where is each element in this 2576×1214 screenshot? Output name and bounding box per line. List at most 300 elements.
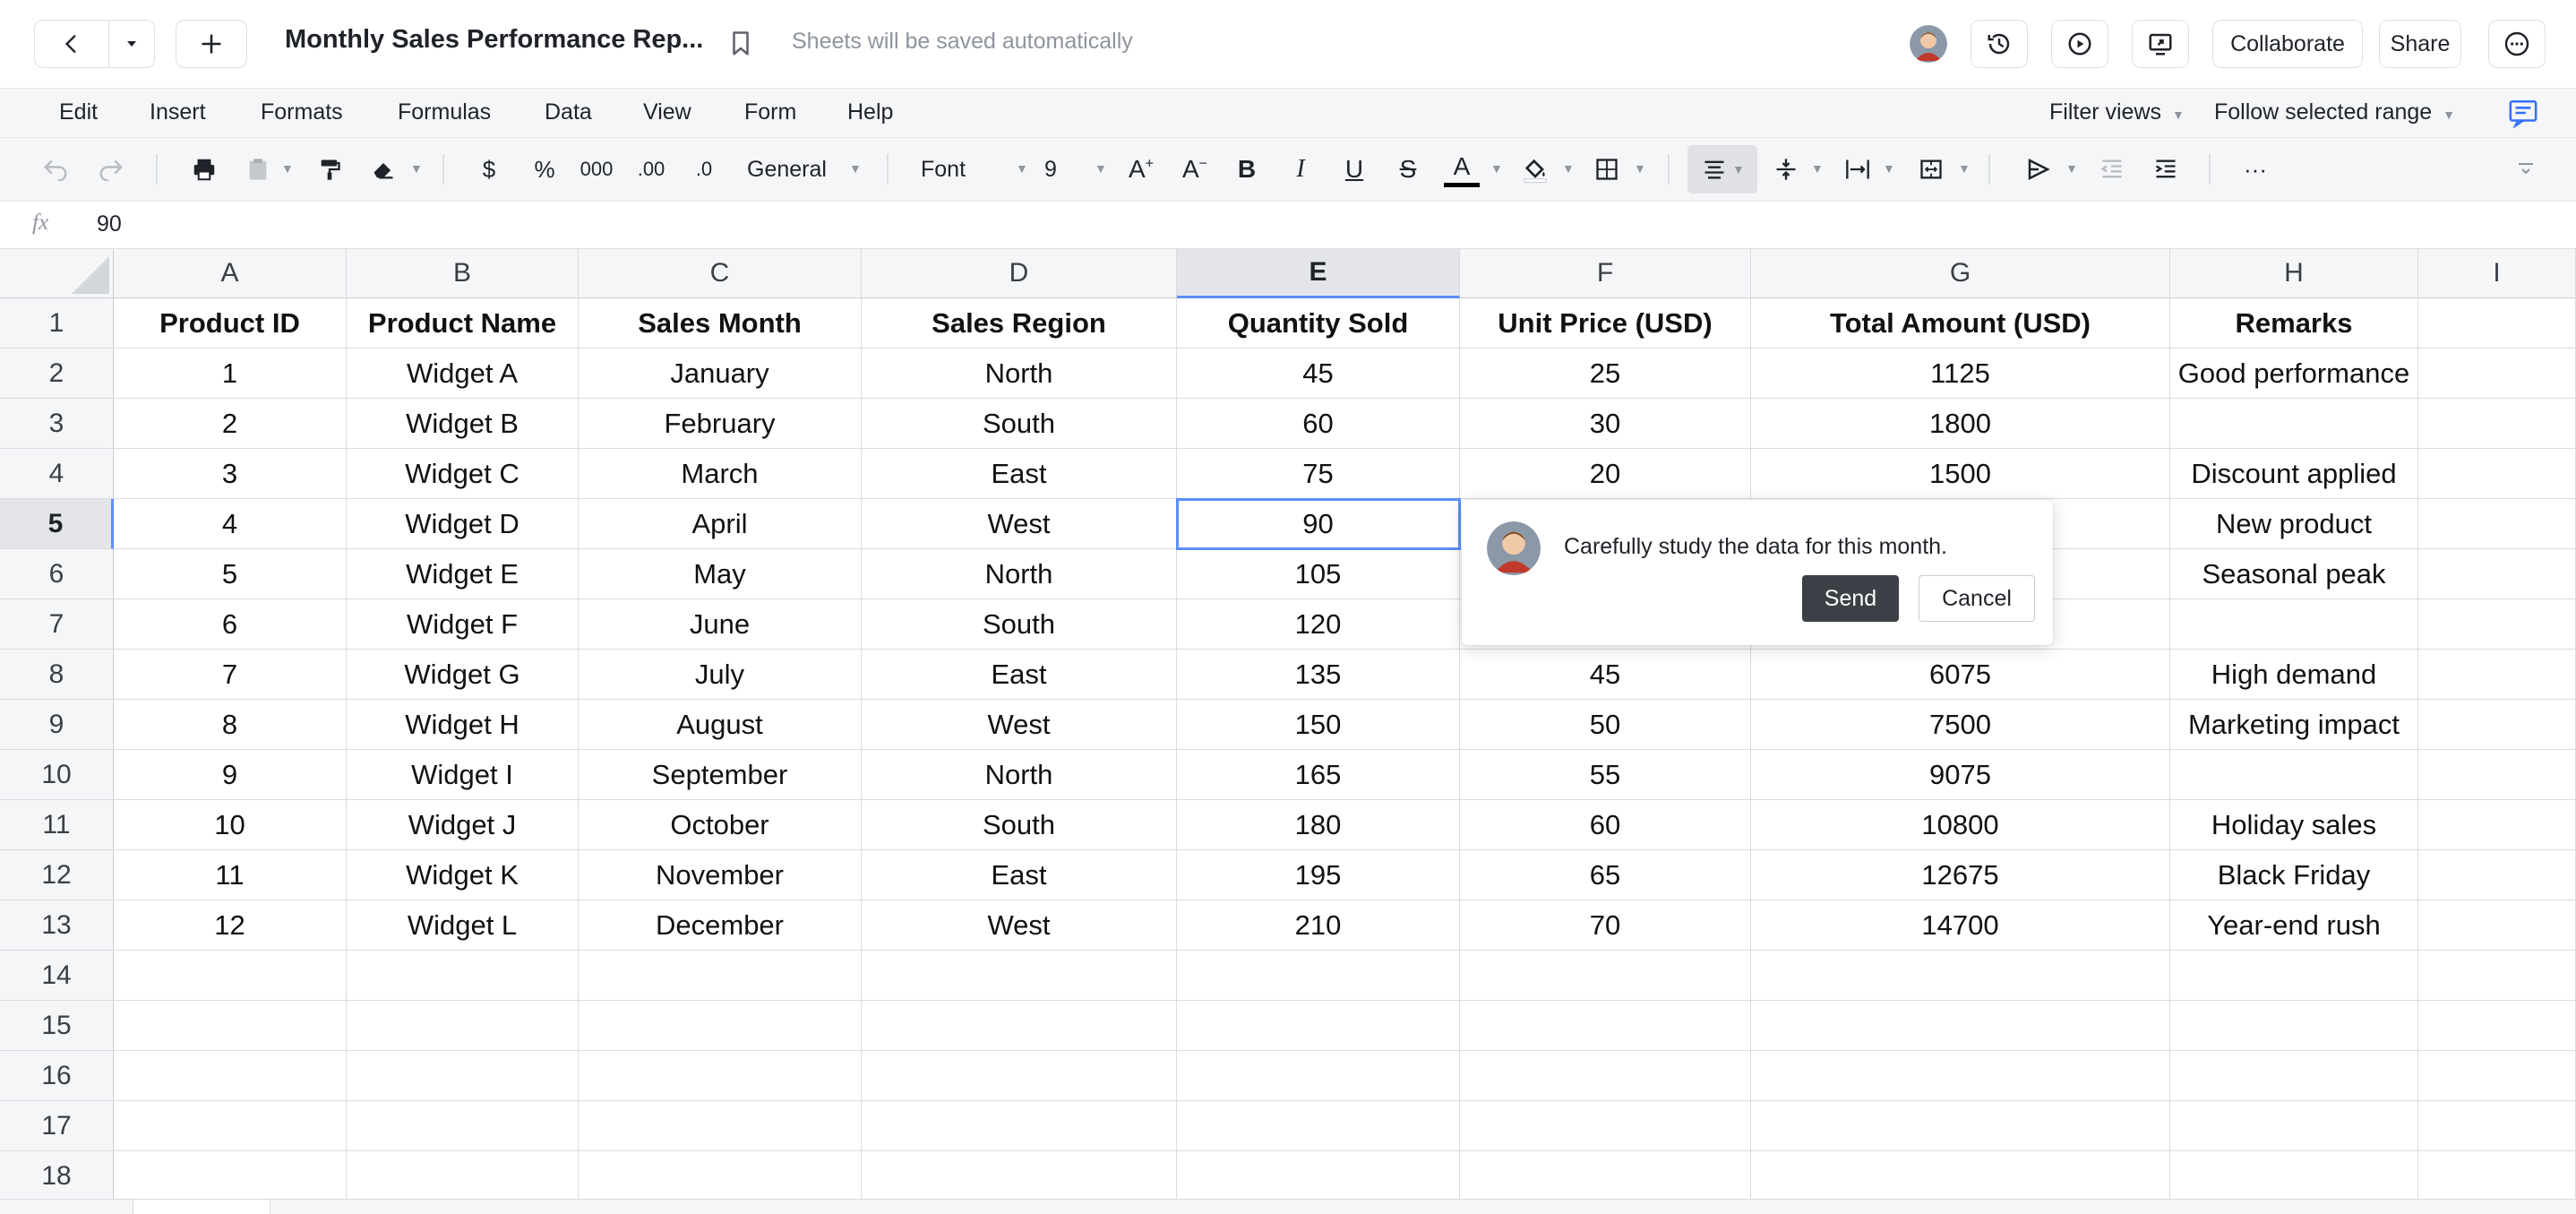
cell-i12[interactable] bbox=[2418, 850, 2576, 900]
printer-icon bbox=[191, 156, 218, 183]
toolbar-divider bbox=[2209, 154, 2211, 185]
cell-e10[interactable]: 165 bbox=[1177, 750, 1460, 800]
row-header-10[interactable]: 10 bbox=[0, 750, 114, 800]
cell-h8[interactable]: High demand bbox=[2170, 650, 2418, 700]
column-header-g[interactable]: G bbox=[1751, 249, 2170, 298]
column-header-f[interactable]: F bbox=[1460, 249, 1751, 298]
cell-i10[interactable] bbox=[2418, 750, 2576, 800]
outdent-icon bbox=[2099, 158, 2125, 181]
cell-d12[interactable]: East bbox=[862, 850, 1177, 900]
cell-g10[interactable]: 9075 bbox=[1751, 750, 2170, 800]
cell-e9[interactable]: 150 bbox=[1177, 700, 1460, 750]
cell-c3[interactable]: February bbox=[579, 399, 862, 449]
cell-g2[interactable]: 1125 bbox=[1751, 349, 2170, 399]
cell-c18[interactable] bbox=[579, 1151, 862, 1201]
cell-i1[interactable] bbox=[2418, 298, 2576, 349]
cell-h12[interactable]: Black Friday bbox=[2170, 850, 2418, 900]
font-size-select[interactable] bbox=[1044, 151, 1080, 188]
cell-i4[interactable] bbox=[2418, 449, 2576, 499]
row-header-8[interactable]: 8 bbox=[0, 650, 114, 700]
cell-i18[interactable] bbox=[2418, 1151, 2576, 1201]
cell-c4[interactable]: March bbox=[579, 449, 862, 499]
number-format-select[interactable] bbox=[747, 151, 846, 188]
cell-b18[interactable] bbox=[347, 1151, 579, 1201]
share-screen-button[interactable] bbox=[2132, 20, 2189, 68]
cell-a15[interactable] bbox=[114, 1001, 347, 1051]
cell-a9[interactable]: 8 bbox=[114, 700, 347, 750]
clear-format-button[interactable] bbox=[365, 151, 401, 188]
cell-b12[interactable]: Widget K bbox=[347, 850, 579, 900]
row-header-9[interactable]: 9 bbox=[0, 700, 114, 750]
cell-f18[interactable] bbox=[1460, 1151, 1751, 1201]
corner-triangle-icon bbox=[72, 256, 109, 294]
caret-down-icon: ▼ bbox=[1490, 161, 1503, 176]
toolbar-divider bbox=[1668, 154, 1670, 185]
cell-h4[interactable]: Discount applied bbox=[2170, 449, 2418, 499]
cell-f1[interactable]: Unit Price (USD) bbox=[1460, 298, 1751, 349]
cell-b17[interactable] bbox=[347, 1101, 579, 1151]
cell-d16[interactable] bbox=[862, 1051, 1177, 1101]
cell-g4[interactable]: 1500 bbox=[1751, 449, 2170, 499]
increase-indent-button[interactable] bbox=[2148, 151, 2184, 188]
cell-i14[interactable] bbox=[2418, 951, 2576, 1001]
cell-b16[interactable] bbox=[347, 1051, 579, 1101]
font-family-value: Font bbox=[921, 156, 966, 182]
increase-font-size-button[interactable] bbox=[1123, 151, 1159, 188]
cell-h13[interactable]: Year-end rush bbox=[2170, 900, 2418, 951]
menu-help[interactable]: Help bbox=[847, 99, 894, 125]
column-header-a[interactable]: A bbox=[114, 249, 347, 298]
vertical-align-button[interactable] bbox=[1768, 151, 1804, 188]
screen-share-icon bbox=[2147, 30, 2174, 57]
indent-icon bbox=[2153, 158, 2178, 181]
increase-decimal-button[interactable]: .00 bbox=[637, 158, 665, 180]
cell-d18[interactable] bbox=[862, 1151, 1177, 1201]
column-header-h[interactable]: H bbox=[2170, 249, 2418, 298]
more-options-button[interactable] bbox=[2488, 20, 2546, 68]
paint-bucket-icon bbox=[1521, 155, 1550, 184]
row-header-7[interactable]: 7 bbox=[0, 599, 114, 650]
text-wrap-button[interactable] bbox=[1840, 151, 1876, 188]
caret-down-icon: ▼ bbox=[2443, 108, 2456, 122]
document-title[interactable]: Monthly Sales Performance Rep... bbox=[285, 25, 704, 54]
cell-e16[interactable] bbox=[1177, 1051, 1460, 1101]
increase-font-icon: A+ bbox=[1128, 155, 1155, 183]
cell-b6[interactable]: Widget E bbox=[347, 549, 579, 599]
history-dropdown-button[interactable] bbox=[108, 20, 155, 68]
cell-h18[interactable] bbox=[2170, 1151, 2418, 1201]
cell-e2[interactable]: 45 bbox=[1177, 349, 1460, 399]
menu-bar bbox=[0, 89, 2576, 138]
new-button[interactable] bbox=[176, 20, 247, 68]
formula-bar bbox=[0, 202, 2576, 249]
present-button[interactable] bbox=[2051, 20, 2108, 68]
collapse-toolbar-button[interactable] bbox=[2508, 151, 2544, 188]
cell-h5[interactable]: New product bbox=[2170, 499, 2418, 549]
row-header-15[interactable]: 15 bbox=[0, 1001, 114, 1051]
cell-b14[interactable] bbox=[347, 951, 579, 1001]
cell-c16[interactable] bbox=[579, 1051, 862, 1101]
cell-f2[interactable]: 25 bbox=[1460, 349, 1751, 399]
cell-b9[interactable]: Widget H bbox=[347, 700, 579, 750]
undo-button[interactable] bbox=[38, 151, 73, 188]
cell-f14[interactable] bbox=[1460, 951, 1751, 1001]
cell-d13[interactable]: West bbox=[862, 900, 1177, 951]
thousands-separator-button[interactable]: 000 bbox=[580, 158, 614, 180]
cell-f8[interactable]: 45 bbox=[1460, 650, 1751, 700]
cell-a6[interactable]: 5 bbox=[114, 549, 347, 599]
cell-h10[interactable] bbox=[2170, 750, 2418, 800]
select-all-corner[interactable] bbox=[0, 249, 114, 298]
cell-g1[interactable]: Total Amount (USD) bbox=[1751, 298, 2170, 349]
cell-a7[interactable]: 6 bbox=[114, 599, 347, 650]
column-header-e[interactable]: E bbox=[1177, 249, 1460, 298]
text-rotate-icon bbox=[2024, 156, 2053, 183]
cell-g15[interactable] bbox=[1751, 1001, 2170, 1051]
user-avatar[interactable] bbox=[1910, 25, 1947, 63]
row-header-2[interactable]: 2 bbox=[0, 349, 114, 399]
cell-i15[interactable] bbox=[2418, 1001, 2576, 1051]
cell-c10[interactable]: September bbox=[579, 750, 862, 800]
vertical-align-middle-icon bbox=[1773, 156, 1799, 183]
cell-d7[interactable]: South bbox=[862, 599, 1177, 650]
version-history-button[interactable] bbox=[1971, 20, 2028, 68]
cell-d11[interactable]: South bbox=[862, 800, 1177, 850]
cell-f12[interactable]: 65 bbox=[1460, 850, 1751, 900]
cell-h9[interactable]: Marketing impact bbox=[2170, 700, 2418, 750]
cell-h15[interactable] bbox=[2170, 1001, 2418, 1051]
cell-a8[interactable]: 7 bbox=[114, 650, 347, 700]
cell-c6[interactable]: May bbox=[579, 549, 862, 599]
decrease-decimal-button[interactable]: .0 bbox=[695, 158, 713, 180]
cell-i8[interactable] bbox=[2418, 650, 2576, 700]
cell-e15[interactable] bbox=[1177, 1001, 1460, 1051]
cell-c1[interactable]: Sales Month bbox=[579, 298, 862, 349]
currency-format-button[interactable]: $ bbox=[482, 155, 496, 183]
underline-button[interactable]: U bbox=[1344, 155, 1364, 183]
cell-d6[interactable]: North bbox=[862, 549, 1177, 599]
redo-icon bbox=[98, 158, 125, 181]
menu-form[interactable]: Form bbox=[744, 99, 797, 125]
commenter-avatar bbox=[1487, 521, 1541, 575]
plus-icon bbox=[199, 31, 224, 56]
cell-a5[interactable]: 4 bbox=[114, 499, 347, 549]
menu-formulas[interactable]: Formulas bbox=[398, 99, 492, 125]
cell-b7[interactable]: Widget F bbox=[347, 599, 579, 650]
cell-c15[interactable] bbox=[579, 1001, 862, 1051]
collapse-icon bbox=[2515, 160, 2537, 178]
strikethrough-button[interactable]: S bbox=[1399, 155, 1417, 183]
font-family-select[interactable] bbox=[921, 151, 1010, 188]
row-header-1[interactable]: 1 bbox=[0, 298, 114, 349]
paint-brush-icon bbox=[317, 156, 342, 183]
cell-e14[interactable] bbox=[1177, 951, 1460, 1001]
cell-h16[interactable] bbox=[2170, 1051, 2418, 1101]
cell-f3[interactable]: 30 bbox=[1460, 399, 1751, 449]
cell-f10[interactable]: 55 bbox=[1460, 750, 1751, 800]
cell-i16[interactable] bbox=[2418, 1051, 2576, 1101]
cell-d15[interactable] bbox=[862, 1001, 1177, 1051]
cell-i3[interactable] bbox=[2418, 399, 2576, 449]
comments-panel-icon[interactable] bbox=[2508, 98, 2538, 128]
cell-h11[interactable]: Holiday sales bbox=[2170, 800, 2418, 850]
caret-down-icon: ▼ bbox=[2065, 161, 2078, 176]
row-header-6[interactable]: 6 bbox=[0, 549, 114, 599]
cell-e5[interactable]: 90 bbox=[1177, 499, 1460, 549]
decrease-indent-button[interactable] bbox=[2094, 151, 2130, 188]
cell-b4[interactable]: Widget C bbox=[347, 449, 579, 499]
row-header-3[interactable]: 3 bbox=[0, 399, 114, 449]
caret-down-icon: ▼ bbox=[1883, 161, 1895, 176]
cell-c13[interactable]: December bbox=[579, 900, 862, 951]
filter-views-dropdown[interactable] bbox=[2049, 99, 2185, 125]
toolbar-divider bbox=[887, 154, 889, 185]
cell-e13[interactable]: 210 bbox=[1177, 900, 1460, 951]
row-header-18[interactable]: 18 bbox=[0, 1151, 114, 1201]
cell-h6[interactable]: Seasonal peak bbox=[2170, 549, 2418, 599]
cell-h17[interactable] bbox=[2170, 1101, 2418, 1151]
cell-g16[interactable] bbox=[1751, 1051, 2170, 1101]
cell-a18[interactable] bbox=[114, 1151, 347, 1201]
fx-icon: fx bbox=[32, 211, 49, 235]
caret-down-icon: ▼ bbox=[849, 161, 862, 176]
cell-c12[interactable]: November bbox=[579, 850, 862, 900]
caret-down-icon: ▼ bbox=[1562, 161, 1575, 176]
cell-a1[interactable]: Product ID bbox=[114, 298, 347, 349]
merge-cells-icon bbox=[1918, 157, 1945, 182]
cell-g3[interactable]: 1800 bbox=[1751, 399, 2170, 449]
chevron-left-icon bbox=[60, 32, 83, 56]
cell-i7[interactable] bbox=[2418, 599, 2576, 650]
cell-d8[interactable]: East bbox=[862, 650, 1177, 700]
caret-down-icon: ▼ bbox=[2172, 108, 2185, 122]
cell-f16[interactable] bbox=[1460, 1051, 1751, 1101]
column-header-c[interactable]: C bbox=[579, 249, 862, 298]
cell-c2[interactable]: January bbox=[579, 349, 862, 399]
caret-down-icon: ▼ bbox=[1811, 161, 1824, 176]
cell-e4[interactable]: 75 bbox=[1177, 449, 1460, 499]
format-painter-button[interactable] bbox=[312, 151, 348, 188]
cell-d9[interactable]: West bbox=[862, 700, 1177, 750]
italic-button[interactable]: I bbox=[1296, 155, 1305, 183]
percent-format-button[interactable]: % bbox=[534, 155, 555, 183]
cell-c17[interactable] bbox=[579, 1101, 862, 1151]
cell-b1[interactable]: Product Name bbox=[347, 298, 579, 349]
cell-g12[interactable]: 12675 bbox=[1751, 850, 2170, 900]
cell-e1[interactable]: Quantity Sold bbox=[1177, 298, 1460, 349]
cell-b13[interactable]: Widget L bbox=[347, 900, 579, 951]
cell-g9[interactable]: 7500 bbox=[1751, 700, 2170, 750]
play-circle-icon bbox=[2066, 30, 2093, 57]
cell-d17[interactable] bbox=[862, 1101, 1177, 1151]
cell-h3[interactable] bbox=[2170, 399, 2418, 449]
cell-e17[interactable] bbox=[1177, 1101, 1460, 1151]
row-header-17[interactable]: 17 bbox=[0, 1101, 114, 1151]
cell-i9[interactable] bbox=[2418, 700, 2576, 750]
caret-down-icon: ▼ bbox=[1958, 161, 1971, 176]
comment-popup bbox=[1462, 500, 2053, 645]
row-header-4[interactable]: 4 bbox=[0, 449, 114, 499]
row-header-16[interactable]: 16 bbox=[0, 1051, 114, 1101]
cell-a11[interactable]: 10 bbox=[114, 800, 347, 850]
history-icon bbox=[1986, 30, 2013, 57]
cell-d1[interactable]: Sales Region bbox=[862, 298, 1177, 349]
cell-g13[interactable]: 14700 bbox=[1751, 900, 2170, 951]
cell-a14[interactable] bbox=[114, 951, 347, 1001]
bookmark-icon[interactable] bbox=[729, 30, 752, 57]
bold-button[interactable]: B bbox=[1237, 155, 1257, 183]
cell-i2[interactable] bbox=[2418, 349, 2576, 399]
toolbar-divider bbox=[1988, 154, 1990, 185]
decrease-font-size-button[interactable] bbox=[1177, 151, 1213, 188]
cell-a3[interactable]: 2 bbox=[114, 399, 347, 449]
cell-g8[interactable]: 6075 bbox=[1751, 650, 2170, 700]
cell-b3[interactable]: Widget B bbox=[347, 399, 579, 449]
align-center-icon bbox=[1702, 159, 1727, 180]
active-sheet-tab[interactable] bbox=[133, 1200, 270, 1214]
print-button[interactable] bbox=[186, 151, 222, 188]
cell-f4[interactable]: 20 bbox=[1460, 449, 1751, 499]
cell-a10[interactable]: 9 bbox=[114, 750, 347, 800]
cell-i11[interactable] bbox=[2418, 800, 2576, 850]
toolbar-divider bbox=[442, 154, 444, 185]
share-button[interactable]: Share bbox=[2379, 20, 2461, 68]
menu-view[interactable]: View bbox=[643, 99, 691, 125]
send-button[interactable]: Send bbox=[1802, 575, 1899, 622]
cell-d2[interactable]: North bbox=[862, 349, 1177, 399]
filter-views-label: Filter views bbox=[2049, 99, 2162, 125]
cell-h7[interactable] bbox=[2170, 599, 2418, 650]
column-header-d[interactable]: D bbox=[862, 249, 1177, 298]
text-overflow-icon bbox=[1843, 157, 1872, 182]
cell-b10[interactable]: Widget I bbox=[347, 750, 579, 800]
cell-b15[interactable] bbox=[347, 1001, 579, 1051]
row-header-5[interactable]: 5 bbox=[0, 499, 114, 549]
formatting-toolbar bbox=[0, 138, 2576, 202]
cell-f11[interactable]: 60 bbox=[1460, 800, 1751, 850]
horizontal-align-button[interactable] bbox=[1687, 145, 1757, 194]
column-header-i[interactable]: I bbox=[2418, 249, 2576, 298]
sheet-tab-bar bbox=[0, 1199, 2576, 1214]
avatar-icon bbox=[1487, 521, 1541, 575]
column-header-b[interactable]: B bbox=[347, 249, 579, 298]
caret-down-icon: ▼ bbox=[1634, 161, 1646, 176]
cell-a17[interactable] bbox=[114, 1101, 347, 1151]
row-header-12[interactable]: 12 bbox=[0, 850, 114, 900]
cell-d4[interactable]: East bbox=[862, 449, 1177, 499]
cell-d14[interactable] bbox=[862, 951, 1177, 1001]
menu-data[interactable]: Data bbox=[545, 99, 592, 125]
formula-input[interactable]: 90 bbox=[97, 211, 122, 237]
cell-g14[interactable] bbox=[1751, 951, 2170, 1001]
text-color-button[interactable]: A bbox=[1444, 151, 1480, 187]
caret-down-icon: ▼ bbox=[410, 161, 423, 176]
cell-a12[interactable]: 11 bbox=[114, 850, 347, 900]
borders-button[interactable] bbox=[1589, 151, 1625, 188]
menu-formats[interactable]: Formats bbox=[261, 99, 343, 125]
cell-c5[interactable]: April bbox=[579, 499, 862, 549]
fill-color-button[interactable] bbox=[1517, 151, 1553, 188]
cell-i5[interactable] bbox=[2418, 499, 2576, 549]
row-header-14[interactable]: 14 bbox=[0, 951, 114, 1001]
cell-h1[interactable]: Remarks bbox=[2170, 298, 2418, 349]
cell-e3[interactable]: 60 bbox=[1177, 399, 1460, 449]
cell-c8[interactable]: July bbox=[579, 650, 862, 700]
follow-range-label: Follow selected range bbox=[2214, 99, 2433, 125]
cell-i13[interactable] bbox=[2418, 900, 2576, 951]
caret-down-icon: ▼ bbox=[1732, 162, 1745, 177]
cell-e7[interactable]: 120 bbox=[1177, 599, 1460, 650]
cell-g17[interactable] bbox=[1751, 1101, 2170, 1151]
menu-insert[interactable]: Insert bbox=[150, 99, 206, 125]
border-all-icon bbox=[1594, 157, 1619, 182]
cell-e18[interactable] bbox=[1177, 1151, 1460, 1201]
spreadsheet-grid[interactable] bbox=[0, 249, 2576, 1213]
back-button[interactable] bbox=[34, 20, 109, 68]
cell-f17[interactable] bbox=[1460, 1101, 1751, 1151]
cancel-button[interactable]: Cancel bbox=[1919, 575, 2035, 622]
cell-e11[interactable]: 180 bbox=[1177, 800, 1460, 850]
more-tools-button[interactable]: ··· bbox=[2244, 155, 2267, 183]
text-rotation-button[interactable] bbox=[2021, 151, 2057, 188]
cell-d10[interactable]: North bbox=[862, 750, 1177, 800]
decrease-font-icon: A− bbox=[1181, 155, 1208, 183]
caret-down-icon: ▼ bbox=[1095, 161, 1107, 176]
undo-icon bbox=[42, 158, 69, 181]
cell-a16[interactable] bbox=[114, 1051, 347, 1101]
cell-g11[interactable]: 10800 bbox=[1751, 800, 2170, 850]
cell-a13[interactable]: 12 bbox=[114, 900, 347, 951]
cell-c14[interactable] bbox=[579, 951, 862, 1001]
cell-h2[interactable]: Good performance bbox=[2170, 349, 2418, 399]
redo-button[interactable] bbox=[93, 151, 129, 188]
cell-b11[interactable]: Widget J bbox=[347, 800, 579, 850]
menu-edit[interactable]: Edit bbox=[59, 99, 99, 125]
cell-i17[interactable] bbox=[2418, 1101, 2576, 1151]
cell-c9[interactable]: August bbox=[579, 700, 862, 750]
cell-f13[interactable]: 70 bbox=[1460, 900, 1751, 951]
paste-button[interactable] bbox=[240, 151, 276, 188]
cell-c7[interactable]: June bbox=[579, 599, 862, 650]
cell-e12[interactable]: 195 bbox=[1177, 850, 1460, 900]
cell-b8[interactable]: Widget G bbox=[347, 650, 579, 700]
comment-text[interactable]: Carefully study the data for this month. bbox=[1564, 534, 1947, 559]
follow-range-dropdown[interactable] bbox=[2214, 99, 2455, 125]
cell-e8[interactable]: 135 bbox=[1177, 650, 1460, 700]
cell-e6[interactable]: 105 bbox=[1177, 549, 1460, 599]
row-header-13[interactable]: 13 bbox=[0, 900, 114, 951]
cell-b5[interactable]: Widget D bbox=[347, 499, 579, 549]
cell-d5[interactable]: West bbox=[862, 499, 1177, 549]
cell-h14[interactable] bbox=[2170, 951, 2418, 1001]
cell-d3[interactable]: South bbox=[862, 399, 1177, 449]
merge-cells-button[interactable] bbox=[1913, 151, 1949, 188]
row-header-11[interactable]: 11 bbox=[0, 800, 114, 850]
cell-a2[interactable]: 1 bbox=[114, 349, 347, 399]
title-bar bbox=[0, 0, 2576, 89]
cell-f15[interactable] bbox=[1460, 1001, 1751, 1051]
cell-i6[interactable] bbox=[2418, 549, 2576, 599]
cell-a4[interactable]: 3 bbox=[114, 449, 347, 499]
number-format-value: General bbox=[747, 156, 827, 182]
collaborate-button[interactable]: Collaborate bbox=[2212, 20, 2363, 68]
cell-b2[interactable]: Widget A bbox=[347, 349, 579, 399]
avatar-icon bbox=[1910, 25, 1947, 63]
cell-f9[interactable]: 50 bbox=[1460, 700, 1751, 750]
cell-g18[interactable] bbox=[1751, 1151, 2170, 1201]
cell-c11[interactable]: October bbox=[579, 800, 862, 850]
font-size-value: 9 bbox=[1044, 156, 1057, 182]
